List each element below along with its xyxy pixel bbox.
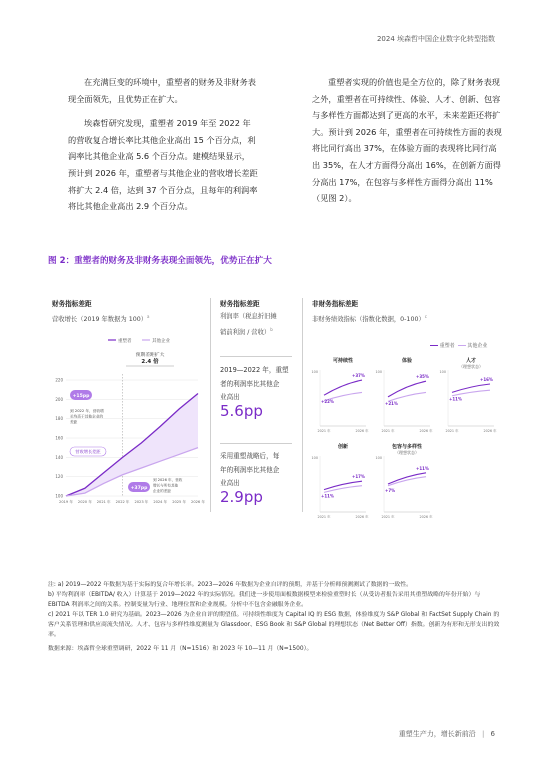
panel-y-tick: 100 — [311, 370, 318, 374]
gap-label-end: +16% — [480, 377, 493, 382]
profit-text-line: 业高出 — [220, 479, 240, 487]
panel-x-tick: 2021 年 — [445, 429, 459, 433]
y-tick-label: 180 — [55, 416, 63, 422]
panel-subtitle: （理想状态） — [395, 450, 419, 455]
annotation-text: 增长与所有其他 — [153, 483, 179, 488]
legend-label: 其他企业 — [467, 343, 488, 349]
figure-notes — [48, 580, 500, 654]
footnote-mark: a — [147, 314, 150, 319]
panel-title: 体验 — [401, 358, 413, 364]
profit-value-projected: 2.9pp — [220, 487, 263, 506]
panel-x-tick: 2026 年 — [419, 429, 433, 433]
panel-3 — [440, 357, 498, 433]
y-tick-label: 120 — [55, 474, 63, 480]
section-heading-financial: 财务指标差距 — [52, 300, 92, 308]
annotation-text: 到 2026 年，营收 — [153, 478, 183, 482]
profit-text-line: 者的利润率比其他企 — [220, 379, 280, 388]
y-tick-label: 100 — [55, 493, 63, 499]
panel-y-tick: 100 — [439, 370, 446, 374]
annotation-widen-value: 2.4 倍 — [141, 359, 159, 365]
panel-y-tick: 100 — [311, 456, 318, 460]
gap-label-start: +22% — [321, 399, 334, 405]
panel-x-tick: 2021 年 — [317, 429, 331, 433]
panel-x-tick: 2021 年 — [381, 515, 395, 518]
section-sub-text: 营收增长（2019 年数据为 100） — [52, 316, 148, 324]
paragraph: 在充满巨变的环境中，重塑者的财务及非财务表现全面领先，且优势正在扩大。 — [68, 77, 256, 104]
note-source: 数据来源：埃森哲全球重塑调研，2022 年 11 月（N=1516）和 2023 年 10—11 月（N=1500）。 — [48, 646, 313, 652]
gap-label-end: +37% — [352, 373, 365, 379]
gap-label: 营收增长差距 — [75, 448, 101, 454]
x-tick-label: 2023 年 — [134, 500, 149, 504]
gap-label-end: +17% — [352, 474, 365, 480]
panel-y-tick: 100 — [375, 456, 382, 460]
gap-label-start: +11% — [321, 493, 334, 499]
x-tick-label: 2020 年 — [77, 500, 92, 504]
y-tick-label: 140 — [55, 454, 63, 460]
divider — [210, 298, 211, 512]
revenue-growth-chart — [46, 330, 206, 514]
gap-badge-text: +37pp — [130, 485, 148, 491]
note-line: 注: a) 2019—2022 年数据为基于实际的复合年增长率。2023—2026 年数据为企业自评的预期，并基于分析师预测测试了数据的一致性。 — [48, 582, 412, 588]
gap-label-end: +11% — [416, 465, 429, 471]
note-line: b) 平均利润率（EBITDA/ 收入）计算基于 2019—2022 年的实际情况。我们进一步使用面板数据模型来检验重塑时长（从受访者报告采用其重塑战略的年份开始）与 EBITDA 利润率之间的关系。控制变量为行业、地理位置和企业规模。分析中不包含金融服务企业。 — [48, 592, 481, 608]
panel-5 — [376, 443, 434, 518]
footnote-mark: b — [270, 327, 273, 332]
page-number: 6 — [490, 730, 495, 738]
gap-label-start: +11% — [449, 396, 462, 402]
legend-swatch-reinventors — [430, 345, 438, 347]
section-sub-line: 利润率（税息折旧摊 — [220, 313, 277, 320]
section-heading-nonfinancial: 非财务指标差距 — [312, 300, 359, 308]
panel-2 — [376, 357, 434, 433]
profit-value-historical: 5.6pp — [220, 401, 263, 420]
series-line-reinventors — [388, 381, 426, 397]
panel-subtitle: （理想状态） — [459, 364, 483, 369]
legend-label: 重塑者 — [439, 343, 455, 349]
paragraph: 埃森哲研究发现，重塑者 2019 年至 2022 年的营收复合增长率比其他企业高出 15 个百分点，利润率比其他企业高 5.6 个百分点。建模结果显示，预计到 2026 年，重塑者与其他企业的营收增长差距将扩大 2.4 倍，达到 37 个百分点，且每年的利润率将比其他企业高出 2.9 个百分点。 — [68, 118, 258, 212]
annotation-text: 长均高于其他企业的 — [70, 414, 104, 419]
nonfin-legend — [430, 342, 487, 349]
profit-block-1 — [220, 364, 300, 418]
section-sub-nonfinancial — [312, 310, 427, 326]
panel-title: 可持续性 — [332, 358, 354, 364]
legend-swatch-others — [458, 345, 466, 347]
section-sub-text: 销前利润 / 营收） — [220, 329, 271, 337]
profit-text-line: 2019—2022 年，重塑 — [220, 366, 289, 374]
footnote-mark: c — [424, 314, 427, 319]
series-line-others — [324, 486, 362, 493]
annotation-text: 到 2022 年，营收增 — [70, 409, 104, 413]
legend-label: 重塑者 — [118, 339, 132, 344]
profit-text-line: 年的利润率比其他企 — [220, 465, 280, 474]
x-tick-label: 2021 年 — [96, 500, 111, 504]
annotation-widen-label: 预期差距扩大 — [135, 353, 165, 358]
profit-text-line: 业高出 — [220, 393, 240, 401]
panel-4 — [312, 443, 370, 518]
panel-x-tick: 2026 年 — [483, 429, 497, 433]
y-tick-label: 200 — [55, 396, 63, 402]
series-line-reinventors — [388, 473, 426, 484]
panel-x-tick: 2026 年 — [355, 515, 369, 518]
y-tick-label: 160 — [55, 435, 63, 441]
running-header: 2024 埃森哲中国企业数字化转型指数 — [376, 35, 495, 43]
right-column — [312, 74, 502, 215]
x-tick-label: 2019 年 — [59, 500, 73, 504]
divider — [220, 443, 292, 444]
profit-block-2 — [220, 450, 300, 504]
panel-title: 人才 — [465, 358, 477, 364]
section-sub-profit — [220, 310, 277, 339]
gap-badge-text: +15pp — [72, 393, 90, 399]
page-footer — [399, 729, 495, 739]
panel-1 — [312, 357, 370, 433]
gap-label-start: +21% — [385, 400, 398, 406]
footer-text: 重塑生产力，增长新前沿 — [398, 730, 476, 738]
note-line: c) 2021 年以 TER 1.0 研究为基础。2023—2026 为企业自评的期望值。可持续性维度为 Capital IQ 的 ESG 数据，体验维度为 S&P Global 和 FactSet Supply Chain 的客户关系管理和供应商流失情况。人才、包容与多样性维度测量为 Glassdoor、ESG Book 和 S&P Global 的理想状态（Net Better Off）指数。创新为有形和无形支出的效率。 — [48, 612, 500, 638]
divider — [220, 356, 292, 357]
gap-label-start: +7% — [385, 488, 396, 493]
left-column — [68, 74, 258, 223]
profit-text-line: 采用重塑战略后，每 — [220, 452, 280, 460]
panel-x-tick: 2021 年 — [381, 429, 395, 433]
panel-x-tick: 2026 年 — [355, 429, 369, 433]
section-heading-profit: 财务指标差距 — [220, 300, 260, 308]
section-sub-revenue — [52, 310, 149, 326]
y-tick-label: 220 — [55, 377, 63, 383]
panel-title: 包容与多样性 — [391, 444, 423, 450]
x-tick-label: 2022 年 — [115, 500, 130, 504]
panel-title: 创新 — [337, 444, 349, 450]
panel-x-tick: 2021 年 — [317, 515, 331, 518]
footer-separator: | — [481, 730, 485, 738]
gap-label-end: +35% — [416, 374, 429, 380]
x-tick-label: 2026 年 — [191, 500, 205, 504]
section-sub-line — [220, 323, 277, 339]
panel-y-tick: 100 — [375, 370, 382, 374]
paragraph: 重塑者实现的价值也是全方位的，除了财务表现之外，重塑者在可持续性、体验、人才、创新、包容与多样性方面都达到了更高的水平，未来差距还将扩大。预计到 2026 年，重塑者在可持续性方面的表现将比同行高出 37%，在体验方面的表现将比同行高出 35%，在人才方面得分高出 16%，在创新方面得分高出 17%，在包容与多样性方面得分高出 11%（见图 2）。 — [312, 77, 502, 204]
figure-title: 图 2：重塑者的财务及非财务表现全面领先，优势正在扩大 — [48, 256, 272, 266]
divider — [302, 298, 303, 512]
panel-x-tick: 2026 年 — [419, 515, 433, 518]
x-tick-label: 2024 年 — [153, 500, 168, 504]
section-sub-text: 非财务绩效指标（指数化数据，0-100） — [312, 316, 425, 324]
nonfinancial-panels — [308, 352, 500, 518]
annotation-text: 差距 — [70, 420, 78, 424]
annotation-text: 企业的差距 — [153, 489, 171, 493]
legend-label: 其他企业 — [152, 339, 170, 344]
x-tick-label: 2025 年 — [172, 500, 187, 504]
